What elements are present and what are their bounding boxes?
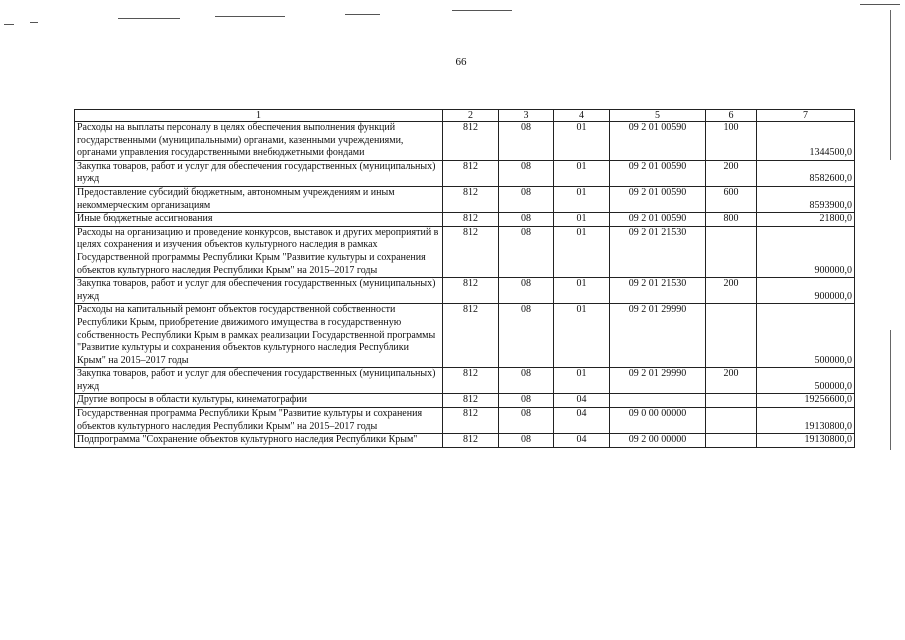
row-description: Расходы на организацию и проведение конкурсов, выставок и других мероприятий в целях сохранения и изучения объектов культурного наследия в рамках Государственной программы Республики Крым "Развитие культуры и сохранения объектов культурного наследия Республики Крым" на 2015–2017 годы bbox=[75, 226, 443, 277]
expense-type-code: 200 bbox=[706, 368, 757, 394]
target-article-code: 09 2 01 00590 bbox=[610, 160, 706, 186]
row-description: Закупка товаров, работ и услуг для обеспечения государственных (муниципальных) нужд bbox=[75, 368, 443, 394]
row-description: Иные бюджетные ассигнования bbox=[75, 213, 443, 227]
expense-type-code bbox=[706, 226, 757, 277]
ministry-code: 812 bbox=[443, 304, 499, 368]
target-article-code: 09 2 00 00000 bbox=[610, 434, 706, 448]
table-row bbox=[75, 213, 855, 227]
section-code: 08 bbox=[499, 368, 554, 394]
row-description: Другие вопросы в области культуры, кинематографии bbox=[75, 394, 443, 408]
subsection-code: 01 bbox=[554, 213, 610, 227]
subsection-code: 04 bbox=[554, 394, 610, 408]
row-description: Закупка товаров, работ и услуг для обеспечения государственных (муниципальных) нужд bbox=[75, 160, 443, 186]
row-description: Расходы на капитальный ремонт объектов государственной собственности Республики Крым, приобретение движимого имущества в государственную собственность Республики Крым в рамках реализации Государственной программы "Развитие культуры и сохранения объектов культурного наследия Республики Крым" на 2015–2017 годы bbox=[75, 304, 443, 368]
scan-artifact bbox=[452, 10, 512, 11]
expense-type-code: 200 bbox=[706, 160, 757, 186]
table-row bbox=[75, 226, 855, 277]
subsection-code: 04 bbox=[554, 408, 610, 434]
target-article-code: 09 2 01 21530 bbox=[610, 226, 706, 277]
subsection-code: 01 bbox=[554, 122, 610, 161]
expense-type-code bbox=[706, 408, 757, 434]
ministry-code: 812 bbox=[443, 213, 499, 227]
section-code: 08 bbox=[499, 122, 554, 161]
column-header: 6 bbox=[706, 110, 757, 122]
target-article-code: 09 2 01 29990 bbox=[610, 368, 706, 394]
amount: 1344500,0 bbox=[757, 122, 855, 161]
column-header: 2 bbox=[443, 110, 499, 122]
column-header: 4 bbox=[554, 110, 610, 122]
table-row bbox=[75, 408, 855, 434]
amount: 21800,0 bbox=[757, 213, 855, 227]
table-header-row bbox=[75, 110, 855, 122]
amount: 19130800,0 bbox=[757, 408, 855, 434]
expense-type-code: 800 bbox=[706, 213, 757, 227]
subsection-code: 01 bbox=[554, 226, 610, 277]
section-code: 08 bbox=[499, 394, 554, 408]
target-article-code: 09 2 01 00590 bbox=[610, 186, 706, 212]
amount: 8593900,0 bbox=[757, 186, 855, 212]
row-description: Предоставление субсидий бюджетным, автономным учреждениям и иным некоммерческим организациям bbox=[75, 186, 443, 212]
amount: 900000,0 bbox=[757, 278, 855, 304]
row-description: Расходы на выплаты персоналу в целях обеспечения выполнения функций государственными (муниципальными) органами, казенными учреждениями, органами управления государственными внебюджетными фондами bbox=[75, 122, 443, 161]
ministry-code: 812 bbox=[443, 160, 499, 186]
ministry-code: 812 bbox=[443, 408, 499, 434]
subsection-code: 01 bbox=[554, 278, 610, 304]
section-code: 08 bbox=[499, 160, 554, 186]
table-row bbox=[75, 122, 855, 161]
section-code: 08 bbox=[499, 434, 554, 448]
target-article-code: 09 2 01 00590 bbox=[610, 122, 706, 161]
expense-type-code: 100 bbox=[706, 122, 757, 161]
amount: 900000,0 bbox=[757, 226, 855, 277]
column-header: 5 bbox=[610, 110, 706, 122]
expense-type-code bbox=[706, 304, 757, 368]
table-row bbox=[75, 434, 855, 448]
target-article-code: 09 2 01 21530 bbox=[610, 278, 706, 304]
ministry-code: 812 bbox=[443, 278, 499, 304]
expense-type-code: 200 bbox=[706, 278, 757, 304]
target-article-code: 09 2 01 00590 bbox=[610, 213, 706, 227]
target-article-code: 09 2 01 29990 bbox=[610, 304, 706, 368]
amount: 19256600,0 bbox=[757, 394, 855, 408]
page-number: 66 bbox=[455, 56, 467, 68]
target-article-code: 09 0 00 00000 bbox=[610, 408, 706, 434]
table-row bbox=[75, 186, 855, 212]
subsection-code: 04 bbox=[554, 434, 610, 448]
table-row bbox=[75, 160, 855, 186]
scan-artifact bbox=[30, 22, 38, 23]
section-code: 08 bbox=[499, 304, 554, 368]
ministry-code: 812 bbox=[443, 434, 499, 448]
row-description: Подпрограмма "Сохранение объектов культурного наследия Республики Крым" bbox=[75, 434, 443, 448]
expense-type-code bbox=[706, 434, 757, 448]
table-row bbox=[75, 304, 855, 368]
ministry-code: 812 bbox=[443, 122, 499, 161]
section-code: 08 bbox=[499, 278, 554, 304]
table-row bbox=[75, 368, 855, 394]
scan-edge bbox=[890, 10, 891, 160]
target-article-code bbox=[610, 394, 706, 408]
ministry-code: 812 bbox=[443, 368, 499, 394]
expense-type-code: 600 bbox=[706, 186, 757, 212]
table-row bbox=[75, 394, 855, 408]
section-code: 08 bbox=[499, 213, 554, 227]
subsection-code: 01 bbox=[554, 304, 610, 368]
scan-artifact bbox=[345, 14, 380, 15]
amount: 8582600,0 bbox=[757, 160, 855, 186]
section-code: 08 bbox=[499, 408, 554, 434]
subsection-code: 01 bbox=[554, 368, 610, 394]
amount: 500000,0 bbox=[757, 304, 855, 368]
scan-artifact bbox=[118, 18, 180, 19]
budget-table bbox=[74, 109, 855, 448]
subsection-code: 01 bbox=[554, 160, 610, 186]
scan-artifact bbox=[4, 24, 14, 25]
ministry-code: 812 bbox=[443, 186, 499, 212]
ministry-code: 812 bbox=[443, 226, 499, 277]
column-header: 1 bbox=[75, 110, 443, 122]
column-header: 3 bbox=[499, 110, 554, 122]
amount: 19130800,0 bbox=[757, 434, 855, 448]
scan-edge bbox=[890, 330, 891, 450]
row-description: Закупка товаров, работ и услуг для обеспечения государственных (муниципальных) нужд bbox=[75, 278, 443, 304]
section-code: 08 bbox=[499, 226, 554, 277]
amount: 500000,0 bbox=[757, 368, 855, 394]
scan-artifact bbox=[860, 4, 900, 5]
section-code: 08 bbox=[499, 186, 554, 212]
subsection-code: 01 bbox=[554, 186, 610, 212]
ministry-code: 812 bbox=[443, 394, 499, 408]
row-description: Государственная программа Республики Крым "Развитие культуры и сохранения объектов культурного наследия Республики Крым" на 2015–2017 годы bbox=[75, 408, 443, 434]
expense-type-code bbox=[706, 394, 757, 408]
table-row bbox=[75, 278, 855, 304]
scan-artifact bbox=[215, 16, 285, 17]
column-header: 7 bbox=[757, 110, 855, 122]
